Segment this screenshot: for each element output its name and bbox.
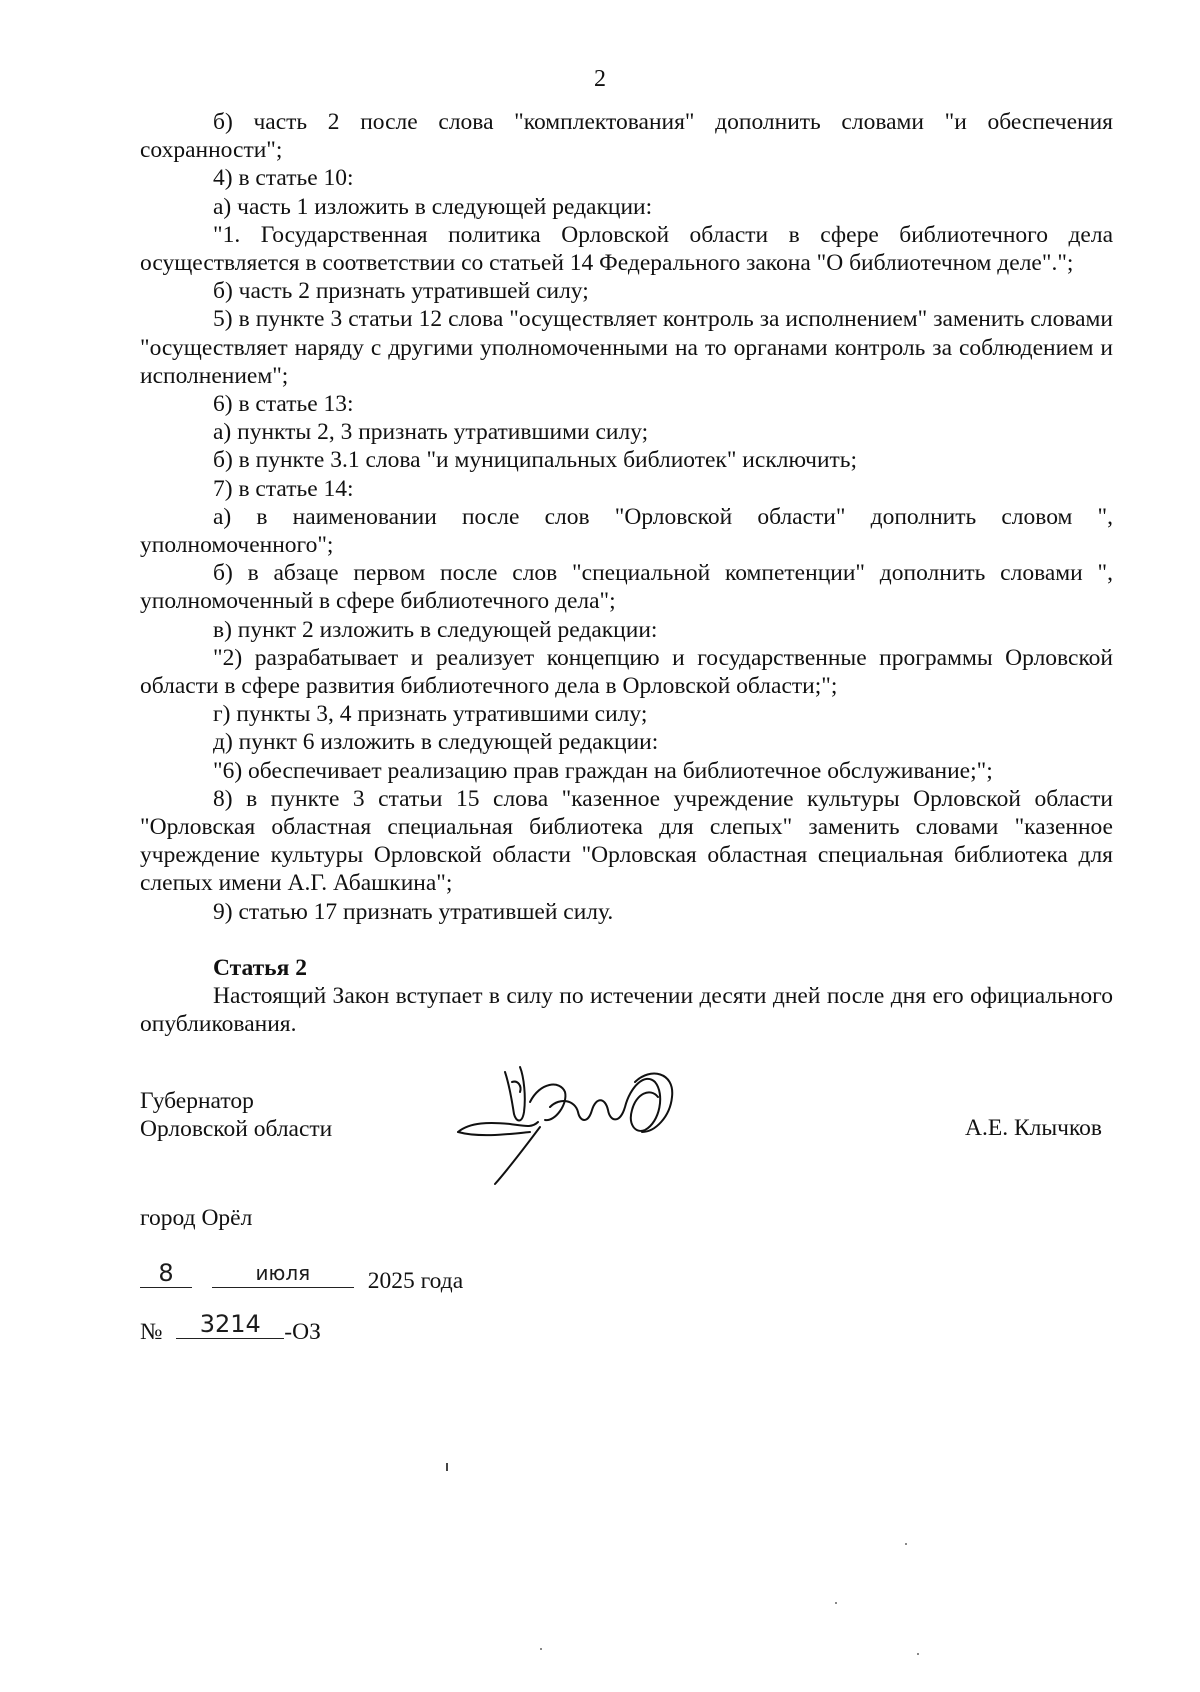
paragraph: "6) обеспечивает реализацию прав граждан на библиотечное обслуживание;"; xyxy=(213,757,993,784)
date-month-blank xyxy=(212,1261,354,1288)
document-body xyxy=(140,108,1113,1039)
number-blank xyxy=(176,1312,284,1339)
paragraph: б) часть 2 признать утратившей силу; xyxy=(213,278,589,305)
number-prefix: № xyxy=(140,1319,163,1345)
paragraph: в) пункт 2 изложить в следующей редакции: xyxy=(213,616,658,643)
paragraph: 5) в пункте 3 статьи 12 слова "осуществляет контроль за исполнением" заменить словами "осуществляет наряду с другими уполномоченными на то органами контроль за соблюдением и исполнением"; xyxy=(140,306,1113,389)
page-number: 2 xyxy=(594,66,606,92)
paragraph: а) в наименовании после слов "Орловской области" дополнить словом ", уполномоченного"; xyxy=(140,503,1113,559)
paragraph: б) в абзаце первом после слов "специальной компетенции" дополнить словами ", уполномоченный в сфере библиотечного дела"; xyxy=(140,560,1113,615)
paragraph: г) пункты 3, 4 признать утратившими силу; xyxy=(213,701,648,728)
signatory-title-line1: Губернатор xyxy=(140,1088,254,1114)
article-heading: Статья 2 xyxy=(213,954,307,981)
article-text: Настоящий Закон вступает в силу по истечении десяти дней после дня его официального опубликования. xyxy=(140,983,1113,1038)
paragraph: 9) статью 17 признать утратившей силу. xyxy=(213,898,614,925)
paragraph: б) часть 2 после слова "комплектования" дополнить словами "и обеспечения сохранности"; xyxy=(140,109,1113,164)
number-line xyxy=(140,1312,321,1346)
signatory-title-line2: Орловской области xyxy=(140,1116,333,1143)
scan-speck xyxy=(905,1543,907,1545)
paragraph: а) пункты 2, 3 признать утратившими силу; xyxy=(213,419,649,446)
number-suffix: -ОЗ xyxy=(284,1319,321,1345)
scan-speck xyxy=(446,1463,448,1471)
paragraph: "2) разрабатывает и реализует концепцию и государственные программы Орловской области в сфере развития библиотечного дела в Орловской области;"; xyxy=(140,644,1113,700)
paragraph: б) в пункте 3.1 слова "и муниципальных библиотек" исключить; xyxy=(213,447,858,474)
place: город Орёл xyxy=(140,1205,253,1231)
signatory-name: А.Е. Клычков xyxy=(965,1115,1103,1141)
handwritten-signature xyxy=(450,1052,690,1187)
number-value: 3214 xyxy=(199,1310,261,1338)
scan-speck xyxy=(540,1648,542,1650)
signatory-title xyxy=(140,1087,332,1143)
paragraph: "1. Государственная политика Орловской области в сфере библиотечного дела осуществляется в соответствии со статьей 14 Федерального закона "О библиотечном деле"."; xyxy=(140,221,1113,277)
paragraph: 6) в статье 13: xyxy=(213,391,354,418)
date-day-blank xyxy=(140,1261,192,1288)
date-month: июля xyxy=(255,1261,311,1285)
scan-speck xyxy=(917,1653,919,1655)
paragraph: а) часть 1 изложить в следующей редакции: xyxy=(213,193,653,220)
paragraph: д) пункт 6 изложить в следующей редакции: xyxy=(213,729,659,756)
paragraph: 4) в статье 10: xyxy=(213,165,354,192)
date-day: 8 xyxy=(158,1259,174,1287)
paragraph: 7) в статье 14: xyxy=(213,475,354,502)
date-year: 2025 года xyxy=(367,1268,464,1294)
date-line xyxy=(140,1261,463,1295)
scan-speck xyxy=(835,1602,837,1604)
paragraph: 8) в пункте 3 статьи 15 слова "казенное учреждение культуры Орловской области "Орловская областная специальная библиотека для слепых" заменить словами "казенное учреждение культуры Орловской области "Орловская областная специальная библиотека для слепых имени А.Г. Абашкина"; xyxy=(140,785,1113,897)
